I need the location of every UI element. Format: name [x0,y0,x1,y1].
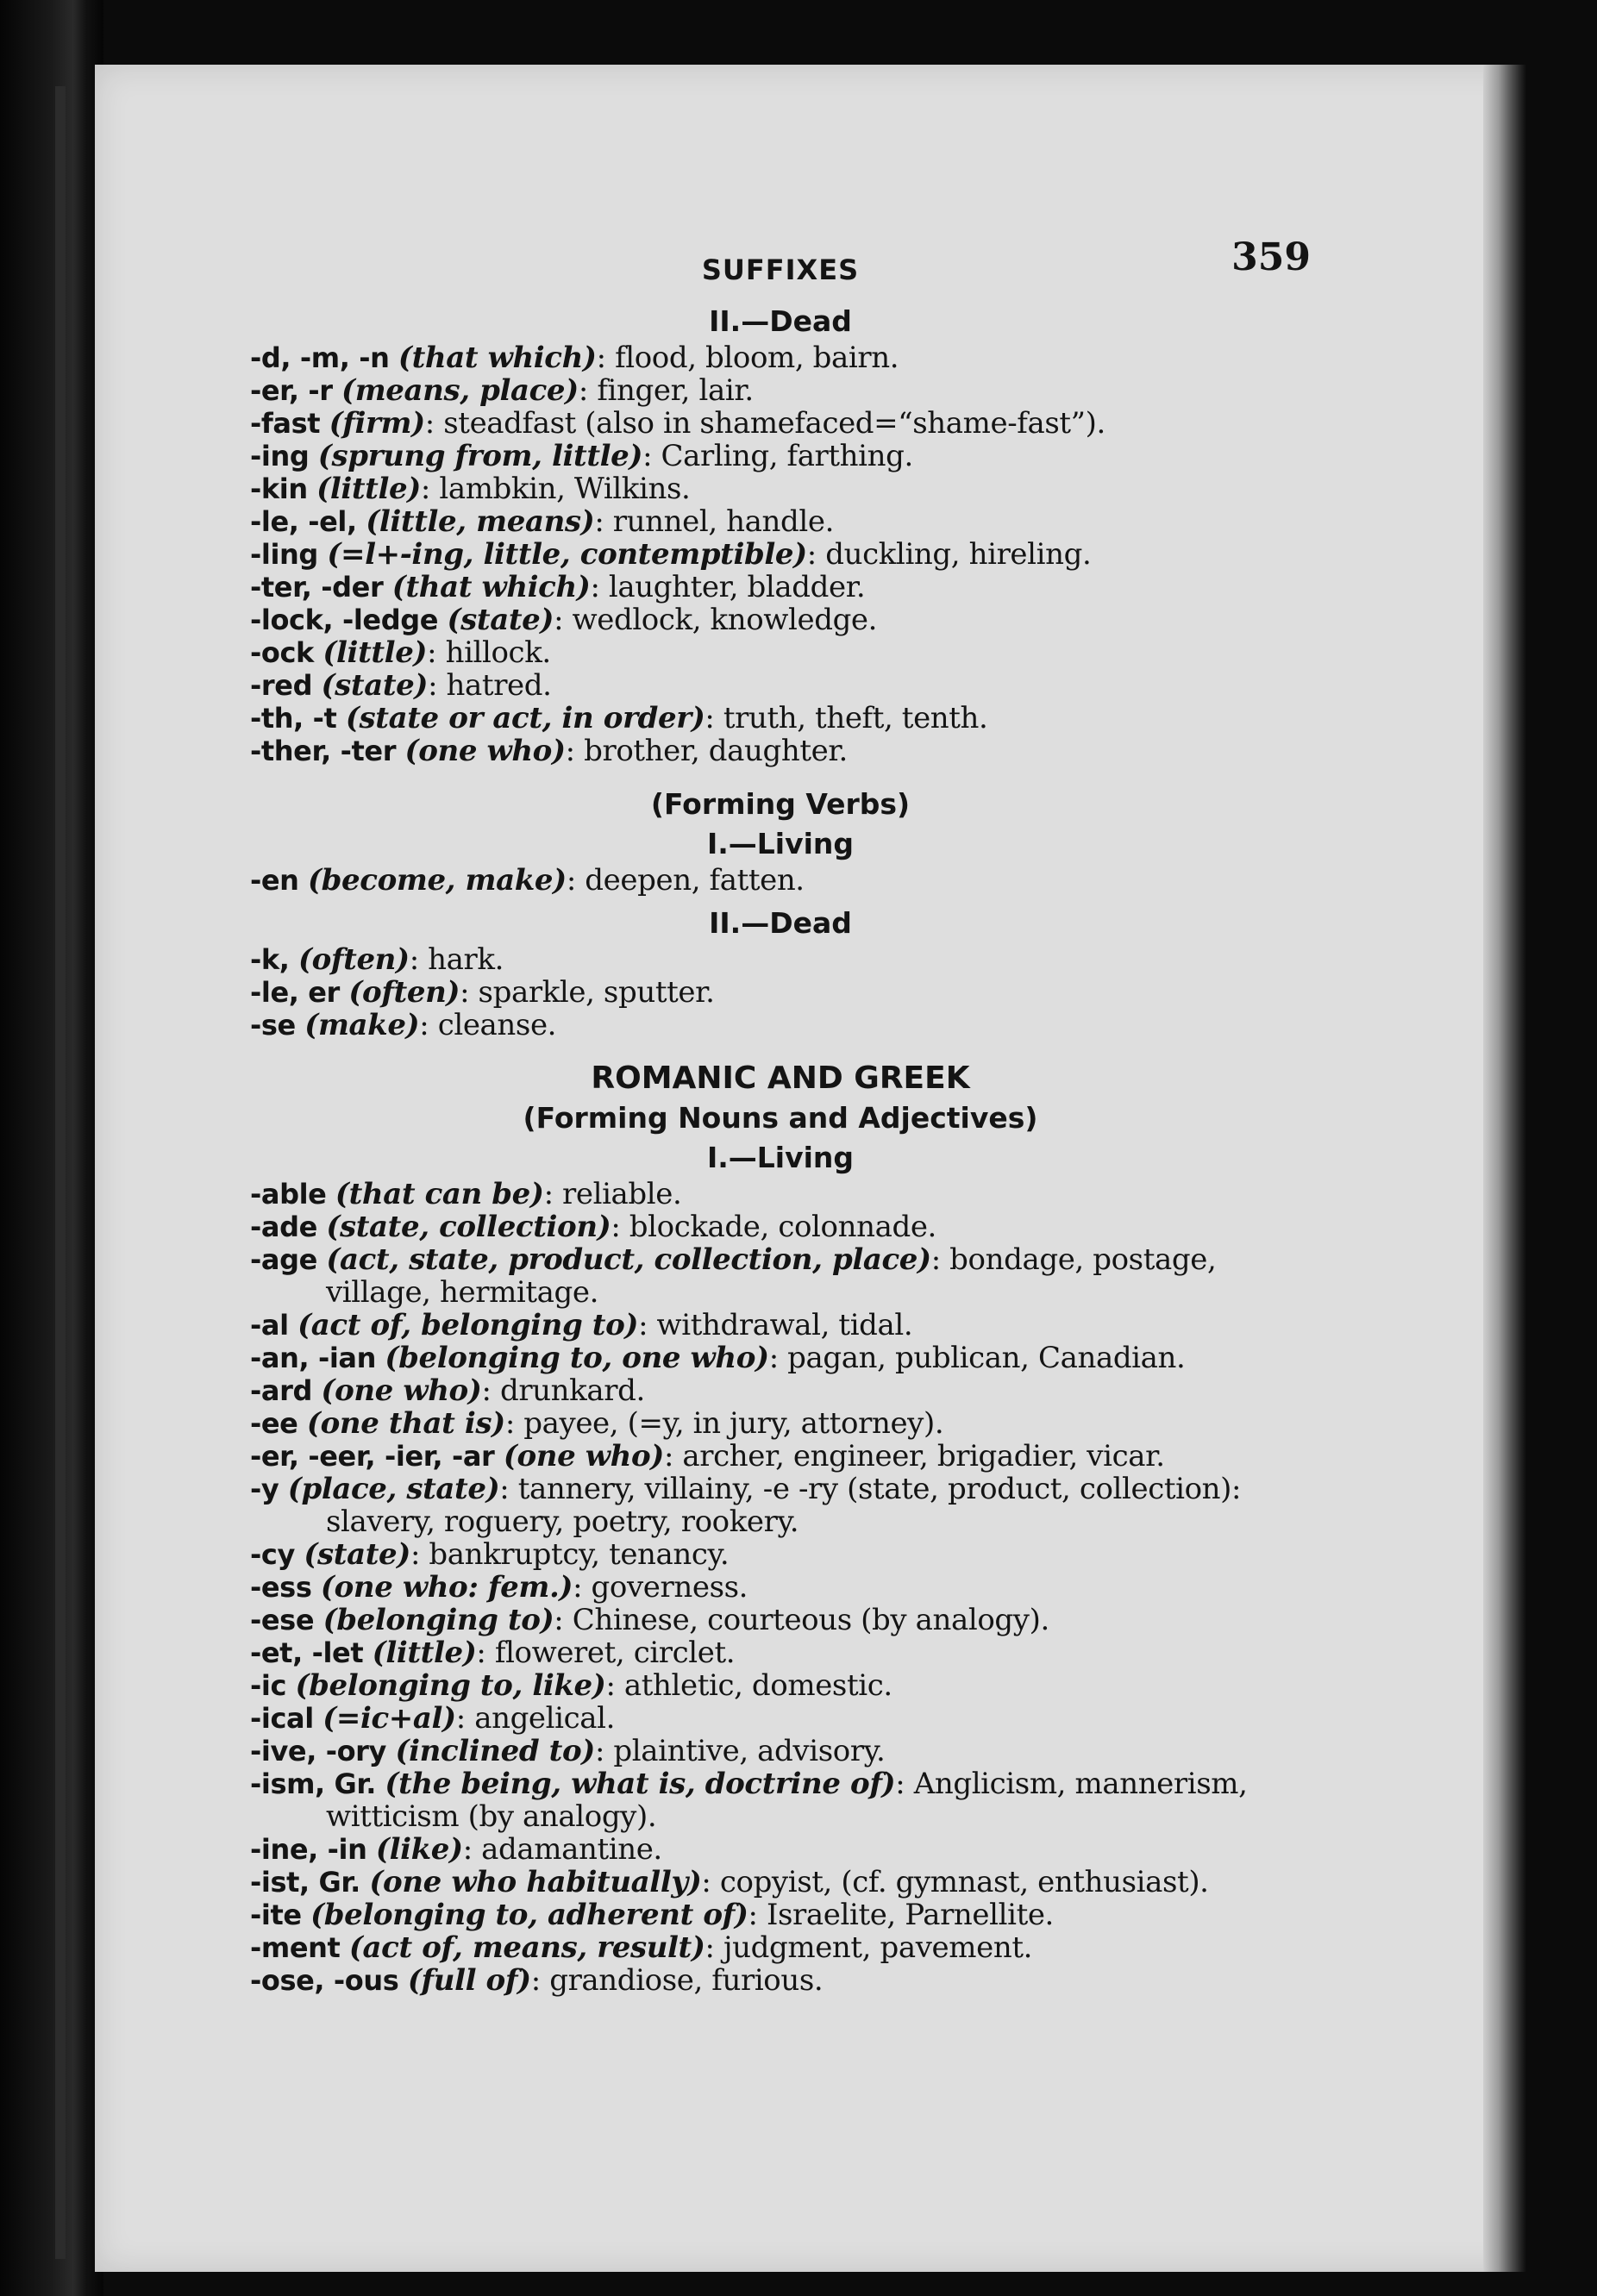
suffix-term: -ade [250,1211,317,1243]
suffix-examples: : runnel, handle. [594,504,834,539]
running-header [250,235,1311,302]
suffix-gloss: (make) [304,1008,420,1042]
suffix-gloss: (firm) [329,406,425,441]
suffix-term: -er, -r [250,374,333,407]
section-heading-living-romanic: I.—Living [706,1141,855,1174]
suffix-examples: : finger, lair. [578,373,754,408]
suffix-entry [250,1899,1311,1931]
suffix-examples: : sparkle, sputter. [460,975,715,1010]
suffix-examples: : flood, bloom, bairn. [596,341,899,375]
suffix-term: -ee [250,1407,298,1440]
suffix-examples: : Chinese, courteous (by analogy). [554,1603,1049,1637]
suffix-term: -se [250,1009,296,1042]
suffix-term: -ther, -ter [250,735,397,767]
suffix-examples: : brother, daughter. [565,734,848,768]
suffix-list-living-verbs [250,864,1311,897]
suffix-term: -age [250,1243,317,1276]
suffix-examples: : bondage, postage, village, hermitage. [326,1242,1217,1310]
suffix-term: -ard [250,1374,312,1407]
suffix-term: -kin [250,472,308,505]
suffix-examples: : angelical. [455,1701,615,1736]
suffix-term: -le, er [250,976,340,1009]
suffix-examples: : Carling, farthing. [642,439,913,473]
suffix-entry [250,1440,1311,1473]
suffix-term: -ess [250,1571,312,1604]
suffix-entry [250,571,1311,604]
suffix-gloss: (one who) [503,1439,664,1473]
suffix-examples: : adamantine. [462,1832,662,1867]
suffix-entry [250,1243,1311,1309]
suffix-term: -fast [250,407,321,440]
suffix-examples: : Israelite, Parnellite. [748,1898,1054,1932]
suffix-examples: : lambkin, Wilkins. [420,472,691,506]
suffix-gloss: (state) [447,603,554,637]
suffix-gloss: (sprung from, little) [317,439,643,473]
suffix-gloss: (one who: fem.) [320,1570,573,1605]
suffix-term: -er, -eer, -ier, -ar [250,1440,495,1473]
suffix-gloss: (little) [323,635,428,670]
suffix-entry [250,1636,1311,1669]
suffix-entry [250,669,1311,702]
suffix-term: -lock, -ledge [250,604,439,636]
suffix-examples: : hillock. [427,635,551,670]
suffix-term: -ment [250,1931,341,1964]
suffix-term: -ism, Gr. [250,1767,376,1800]
suffix-examples: : blockade, colonnade. [611,1210,936,1244]
suffix-list-romanic-living [250,1178,1311,1997]
book-spine-shadow [0,0,103,2296]
suffix-gloss: (=l+-ing, little, contemptible) [327,537,807,572]
suffix-entry [250,735,1311,767]
book-spine-edge [55,86,66,2259]
suffix-examples: : floweret, circlet. [476,1636,736,1670]
suffix-gloss: (state) [304,1537,410,1572]
suffix-examples: : governess. [573,1570,748,1605]
suffix-examples: : laughter, bladder. [590,570,866,604]
suffix-gloss: (that which) [391,570,591,604]
suffix-entry [250,976,1311,1009]
suffix-entry [250,1702,1311,1735]
suffix-examples: : bankruptcy, tenancy. [410,1537,730,1572]
suffix-entry [250,538,1311,571]
suffix-entry [250,864,1311,897]
suffix-examples: : hark. [409,942,504,977]
suffix-examples: : reliable. [543,1177,682,1211]
page-text [250,235,1311,1998]
section-heading-dead-verbs: II.—Dead [709,906,852,940]
suffix-entry [250,1538,1311,1571]
suffix-term: -cy [250,1538,295,1571]
suffix-gloss: (belonging to, like) [295,1668,606,1703]
suffix-entry [250,1833,1311,1866]
suffix-entry [250,1342,1311,1374]
suffix-entry [250,407,1311,440]
suffix-examples: : drunkard. [481,1373,645,1408]
suffix-term: -ive, -ory [250,1735,387,1767]
suffix-term: -th, -t [250,702,337,735]
suffix-gloss: (often) [348,975,460,1010]
suffix-list-dead-verbs [250,943,1311,1042]
suffix-examples: : wedlock, knowledge. [554,603,878,637]
suffix-term: -ese [250,1604,315,1636]
suffix-gloss: (full of) [407,1963,531,1998]
suffix-examples: : duckling, hireling. [806,537,1092,572]
suffix-entry [250,1964,1311,1997]
suffix-gloss: (little) [316,472,421,506]
suffix-term: -able [250,1178,327,1211]
suffix-entry [250,1407,1311,1440]
suffix-examples: : cleanse. [419,1008,557,1042]
suffix-entry [250,1767,1311,1833]
running-title: SUFFIXES [701,253,860,286]
suffix-term: -ose, -ous [250,1964,399,1997]
suffix-gloss: (state, collection) [326,1210,611,1244]
page-number: 359 [1231,235,1311,279]
suffix-entry [250,702,1311,735]
suffix-entry [250,1604,1311,1636]
suffix-gloss: (that which) [398,341,597,375]
suffix-entry [250,1309,1311,1342]
section-heading-romanic-greek: ROMANIC AND GREEK [591,1060,970,1096]
suffix-gloss: (little) [372,1636,477,1670]
suffix-term: -ter, -der [250,571,384,604]
suffix-examples: : Anglicism, mannerism, witticism (by analogy). [326,1767,1248,1834]
suffix-term: -k, [250,943,290,976]
suffix-term: -ine, -in [250,1833,367,1866]
suffix-entry [250,1374,1311,1407]
suffix-entry [250,1473,1311,1538]
suffix-examples: : tannery, villainy, -e -ry (state, product, collection): slavery, roguery, poetry, rookery. [326,1472,1242,1539]
suffix-entry [250,440,1311,472]
suffix-entry [250,1735,1311,1767]
suffix-entry [250,1866,1311,1899]
suffix-examples: : deepen, fatten. [566,863,805,898]
suffix-gloss: (inclined to) [395,1734,595,1768]
suffix-gloss: (means, place) [341,373,579,408]
suffix-list-dead [250,341,1311,767]
suffix-examples: : payee, (=y, in jury, attorney). [504,1406,944,1441]
suffix-gloss: (place, state) [287,1472,500,1506]
section-heading-nouns-adjectives: (Forming Nouns and Adjectives) [523,1101,1038,1135]
suffix-gloss: (belonging to) [323,1603,554,1637]
suffix-entry [250,1178,1311,1211]
suffix-entry [250,636,1311,669]
suffix-term: -ite [250,1899,302,1931]
suffix-term: -red [250,669,313,702]
suffix-term: -ic [250,1669,287,1702]
section-heading-living: I.—Living [706,827,855,860]
suffix-entry [250,1571,1311,1604]
suffix-gloss: (state or act, in order) [345,701,705,735]
suffix-term: -ist, Gr. [250,1866,360,1899]
suffix-entry [250,1669,1311,1702]
suffix-gloss: (the being, what is, doctrine of) [385,1767,896,1801]
suffix-entry [250,1931,1311,1964]
suffix-gloss: (one who) [404,734,566,768]
suffix-gloss: (one who) [321,1373,482,1408]
suffix-gloss: (that can be) [335,1177,544,1211]
suffix-term: -et, -let [250,1636,364,1669]
suffix-examples: : truth, theft, tenth. [705,701,988,735]
suffix-gloss: (often) [297,942,410,977]
suffix-entry [250,1009,1311,1042]
suffix-term: -ical [250,1702,314,1735]
suffix-examples: : withdrawal, tidal. [638,1308,913,1342]
section-heading-forming-verbs: (Forming Verbs) [650,787,911,821]
suffix-term: -al [250,1309,289,1342]
suffix-gloss: (one who habitually) [369,1865,702,1899]
suffix-examples: : grandiose, furious. [530,1963,824,1998]
suffix-gloss: (act of, means, result) [348,1930,705,1965]
suffix-term: -le, -el, [250,505,357,538]
suffix-gloss: (like) [375,1832,463,1867]
suffix-entry [250,943,1311,976]
suffix-gloss: (=ic+al) [323,1701,456,1736]
suffix-term: -ling [250,538,318,571]
suffix-gloss: (belonging to, one who) [385,1341,769,1375]
suffix-entry [250,1211,1311,1243]
suffix-term: -d, -m, -n [250,341,390,374]
suffix-examples: : hatred. [428,668,552,703]
suffix-examples: : judgment, pavement. [705,1930,1032,1965]
suffix-gloss: (one that is) [306,1406,505,1441]
suffix-examples: : pagan, publican, Canadian. [768,1341,1186,1375]
suffix-gloss: (belonging to, adherent of) [310,1898,748,1932]
suffix-term: -ing [250,440,310,472]
suffix-examples: : athletic, domestic. [605,1668,892,1703]
suffix-entry [250,374,1311,407]
suffix-entry [250,604,1311,636]
suffix-entry [250,341,1311,374]
suffix-gloss: (act, state, product, collection, place) [326,1242,931,1277]
suffix-term: -ock [250,636,314,669]
suffix-term: -en [250,864,299,897]
suffix-gloss: (little, means) [366,504,595,539]
suffix-term: -y [250,1473,279,1505]
suffix-gloss: (state) [321,668,429,703]
suffix-gloss: (become, make) [308,863,567,898]
section-heading-dead: II.—Dead [709,304,852,338]
suffix-entry [250,505,1311,538]
suffix-term: -an, -ian [250,1342,376,1374]
suffix-gloss: (act of, belonging to) [297,1308,639,1342]
page-right-edge-shadow [1483,65,1526,2272]
suffix-examples: : archer, engineer, brigadier, vicar. [663,1439,1165,1473]
suffix-entry [250,472,1311,505]
suffix-examples: : plaintive, advisory. [594,1734,886,1768]
suffix-examples: : steadfast (also in shamefaced=“shame-fast”). [424,406,1105,441]
suffix-examples: : copyist, (cf. gymnast, enthusiast). [701,1865,1209,1899]
